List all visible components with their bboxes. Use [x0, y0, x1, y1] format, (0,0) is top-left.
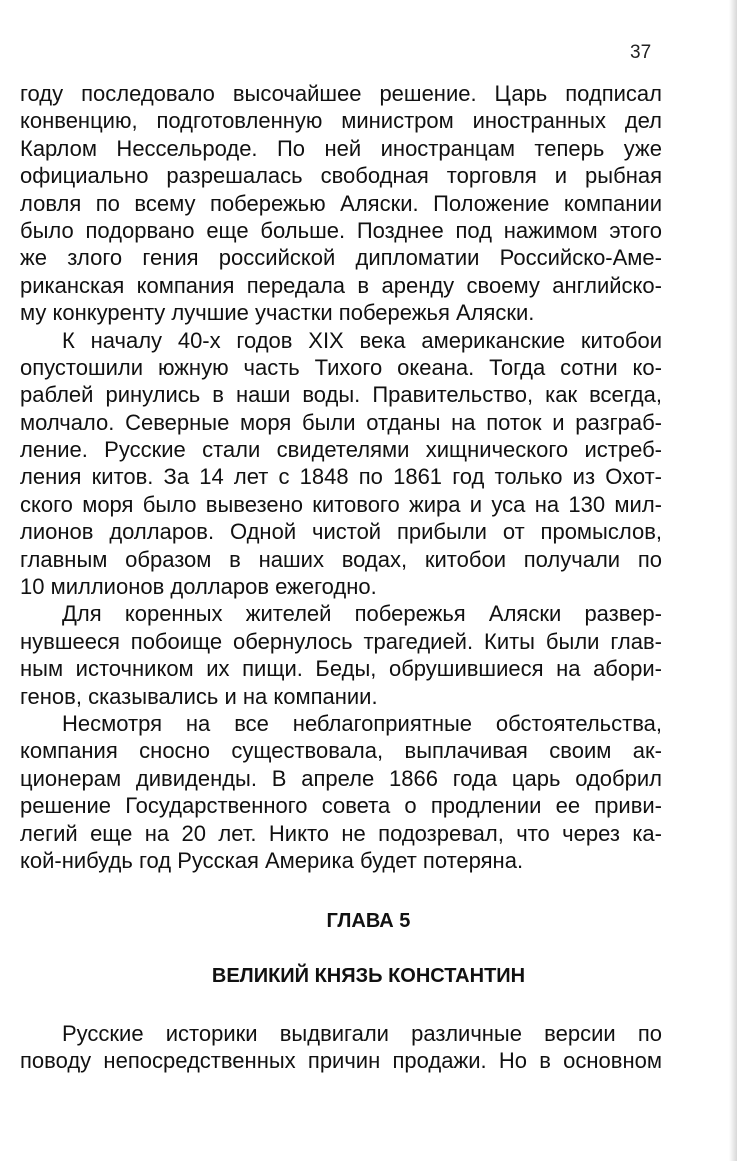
- text-line: конвенцию, подготовленную министром иностранных дел: [20, 108, 662, 134]
- text-line: Карлом Нессельроде. По ней иностранцам теперь уже: [20, 135, 662, 161]
- text-line: Несмотря на все неблагоприятные обстоятельства,: [62, 710, 662, 736]
- text-line: К началу 40-х годов XIX века американские китобои: [62, 327, 662, 353]
- text-line: году последовало высочайшее решение. Царь подписал: [20, 81, 662, 106]
- text-line: ского моря было вывезено китового жира и уса на 130 мил-: [20, 491, 662, 517]
- text-line: ления китов. За 14 лет с 1848 по 1861 год только из Охот-: [20, 464, 662, 490]
- text-line: легий еще на 20 лет. Никто не подозревал, что через ка-: [20, 820, 662, 846]
- body-text: [20, 80, 662, 874]
- text-line: ление. Русские стали свидетелями хищнического истреб-: [20, 437, 662, 463]
- text-line: лионов долларов. Одной чистой прибыли от промыслов,: [20, 519, 662, 545]
- text-line: главным образом в наших водах, китобои получали по: [20, 546, 662, 572]
- page-edge-shadow: [729, 0, 737, 1161]
- text-line: Для коренных жителей побережья Аляски развер-: [62, 601, 662, 627]
- text-line: 10 миллионов долларов ежегодно.: [20, 574, 377, 600]
- text-line: молчало. Северные моря были отданы на поток и разграб-: [20, 409, 662, 435]
- text-line: му конкуренту лучшие участки побережья Аляски.: [20, 300, 535, 326]
- chapter-title: ВЕЛИКИЙ КНЯЗЬ КОНСТАНТИН: [211, 965, 526, 987]
- chapter-number: ГЛАВА 5: [326, 910, 411, 932]
- text-line: поводу непосредственных причин продажи. Но в основном: [20, 1048, 662, 1074]
- chapter-opening-text: [20, 1020, 662, 1075]
- text-line: же злого гения российской дипломатии Российско-Аме-: [20, 245, 662, 271]
- text-line: ным источником их пищи. Беды, обрушившиеся на абори-: [20, 656, 662, 682]
- text-line: было подорвано еще больше. Позднее под нажимом этого: [20, 217, 662, 243]
- text-line: раблей ринулись в наши воды. Правительство, как всегда,: [20, 382, 662, 408]
- text-line: нувшееся побоище обернулось трагедией. Киты были глав-: [20, 628, 662, 654]
- page-number: 37: [630, 42, 652, 63]
- text-line: официально разрешалась свободная торговля и рыбная: [20, 163, 662, 189]
- text-line: ционерам дивиденды. В апреле 1866 года царь одобрил: [20, 765, 662, 791]
- text-line: решение Государственного совета о продлении ее приви-: [20, 793, 662, 819]
- text-line: риканская компания передала в аренду своему английско-: [20, 272, 662, 298]
- text-line: генов, сказывались и на компании.: [20, 683, 378, 709]
- text-line: кой-нибудь год Русская Америка будет потеряна.: [20, 847, 524, 873]
- text-line: Русские историки выдвигали различные версии по: [62, 1021, 662, 1046]
- text-line: компания сносно существовала, выплачивая своим ак-: [20, 738, 662, 764]
- text-line: ловля по всему побережью Аляски. Положение компании: [20, 190, 662, 216]
- text-line: опустошили южную часть Тихого океана. Тогда сотни ко-: [20, 354, 662, 380]
